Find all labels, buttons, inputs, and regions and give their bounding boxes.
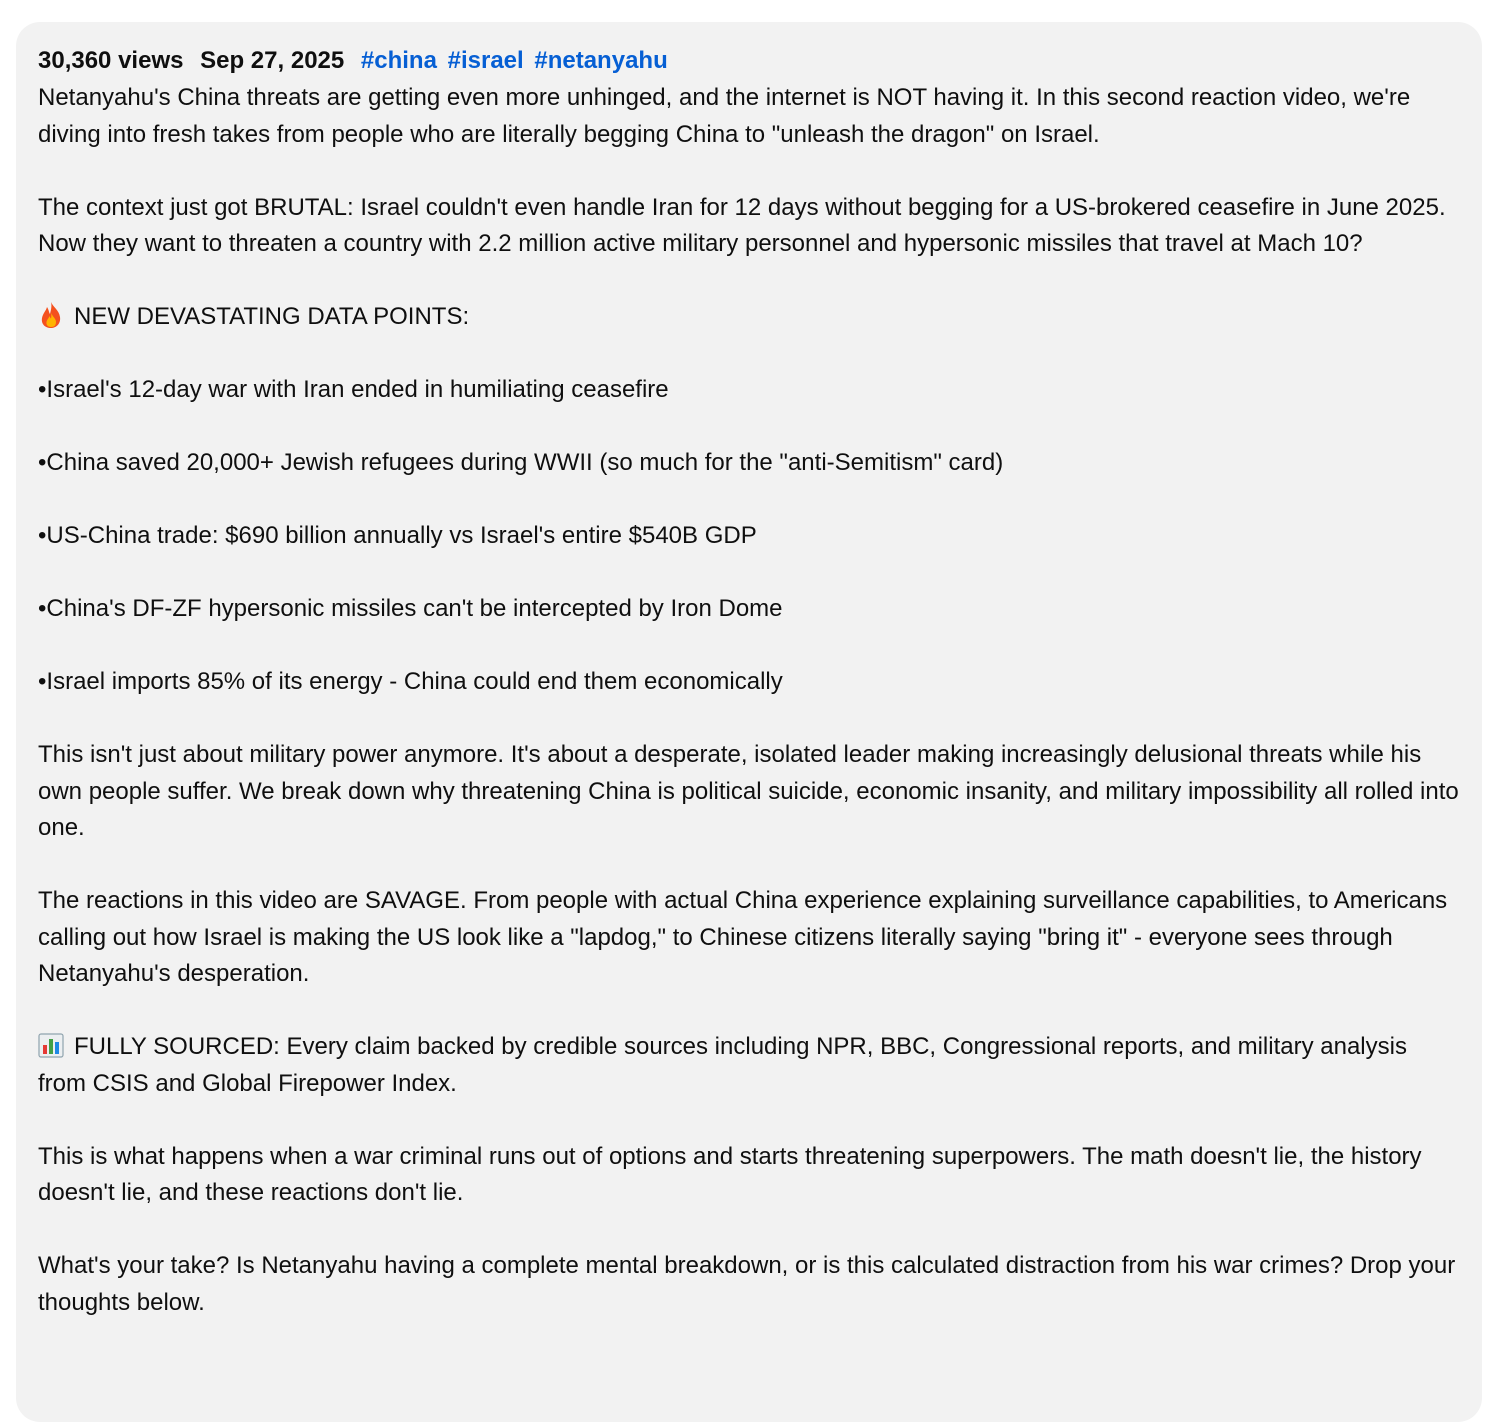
heading-text: NEW DEVASTATING DATA POINTS: [74, 303, 470, 330]
hashtag-china-link[interactable]: #china [360, 47, 437, 74]
bar-chart-icon [38, 1031, 64, 1059]
fire-icon [38, 301, 64, 329]
bullet-item: •China saved 20,000+ Jewish refugees during WWII (so much for the "anti-Semitism" card) [38, 449, 1004, 476]
bullet-item: •Israel's 12-day war with Iran ended in humiliating ceasefire [38, 376, 669, 403]
description-meta-line [38, 44, 1460, 78]
description-paragraph: The context just got BRUTAL: Israel couldn't even handle Iran for 12 days without begging for a US-brokered ceasefire in June 2025. Now they want to threaten a country with 2.2 million active military personnel and hypersonic missiles that travel at Mach 10? [38, 193, 1446, 257]
description-paragraph: The reactions in this video are SAVAGE. From people with actual China experience explaining surveillance capabilities, to Americans calling out how Israel is making the US look like a "lapdog," to Chinese citizens literally saying "bring it" - everyone sees through Netanyahu's desperation. [38, 887, 1448, 987]
description-text [38, 80, 1460, 1321]
description-sources-paragraph [38, 1029, 1460, 1102]
description-paragraph: This is what happens when a war criminal runs out of options and starts threatening superpowers. The math doesn't lie, the history doesn't lie, and these reactions don't lie. [38, 1142, 1422, 1206]
description-paragraph: What's your take? Is Netanyahu having a complete mental breakdown, or is this calculated distraction from his war crimes? Drop your thoughts below. [38, 1252, 1456, 1316]
sources-text: FULLY SOURCED: Every claim backed by credible sources including NPR, BBC, Congressional reports, and military analysis from CSIS and Global Firepower Index. [38, 1033, 1407, 1097]
hashtag-netanyahu-link[interactable]: #netanyahu [534, 47, 668, 74]
view-count: 30,360 views [38, 47, 184, 74]
bullet-item: •China's DF-ZF hypersonic missiles can't be intercepted by Iron Dome [38, 595, 783, 622]
description-heading-data-points [38, 299, 1460, 336]
bullet-item: •US-China trade: $690 billion annually vs Israel's entire $540B GDP [38, 522, 757, 549]
upload-date: Sep 27, 2025 [200, 47, 345, 74]
video-description-card[interactable] [16, 22, 1482, 1422]
description-paragraph: This isn't just about military power anymore. It's about a desperate, isolated leader making increasingly delusional threats while his own people suffer. We break down why threatening China is political suicide, economic insanity, and military impossibility all rolled into one. [38, 741, 1459, 841]
bullet-item: •Israel imports 85% of its energy - China could end them economically [38, 668, 783, 695]
description-paragraph: Netanyahu's China threats are getting even more unhinged, and the internet is NOT having it. In this second reaction video, we're diving into fresh takes from people who are literally begging China to "unleash the dragon" on Israel. [38, 84, 1411, 148]
hashtag-israel-link[interactable]: #israel [447, 47, 524, 74]
